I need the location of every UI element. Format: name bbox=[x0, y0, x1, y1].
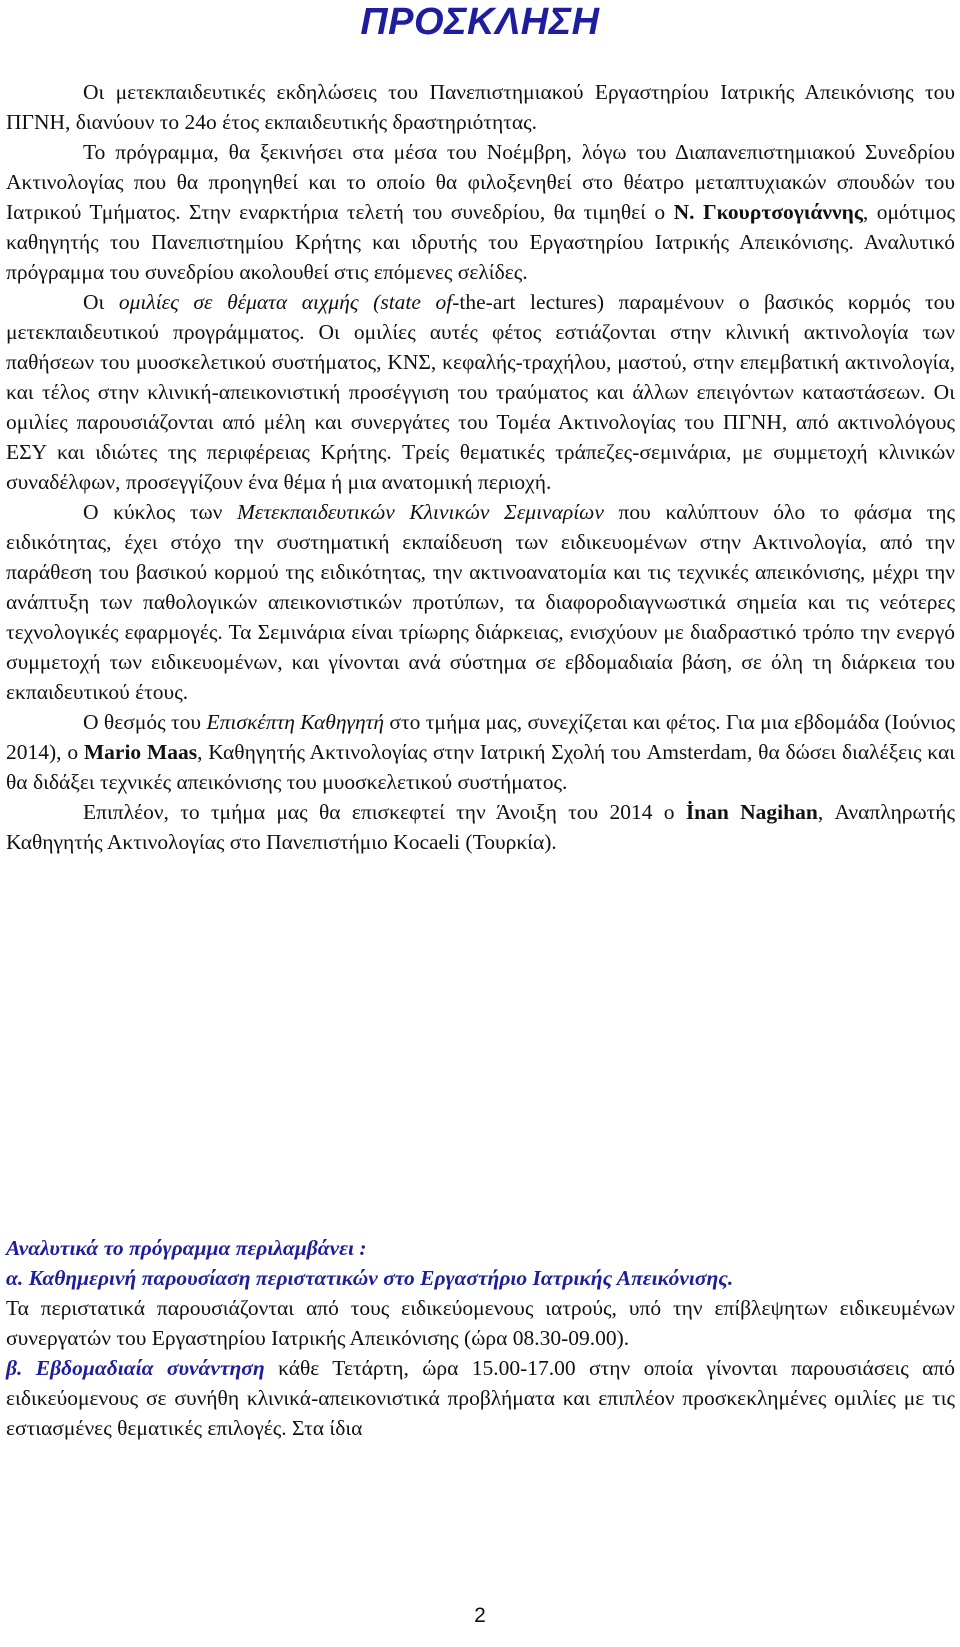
paragraph-visiting-rest: , Καθηγητής Ακτινολογίας στην Ιατρική Σχολή του Amsterdam, θα δώσει διαλέξεις και θα διδάξει τεχνικές απεικόνισης του μυοσκελετικού συστήματος. bbox=[6, 740, 955, 794]
program-item-a-heading: α. Καθημερινή παρουσίαση περιστατικών στο Εργαστήριο Ιατρικής Απεικόνισης. bbox=[6, 1266, 734, 1290]
paragraph-visiting-italic: Επισκέπτη Καθηγητή bbox=[206, 710, 385, 734]
second-visitor-name: İnan Nagihan bbox=[685, 800, 818, 824]
program-item-b bbox=[6, 1353, 955, 1443]
paragraph-visiting-text: στο τμήμα μας, συνεχίζεται και φέτος. Για μια εβδομάδα (Ιούνιος 2014), ο bbox=[6, 710, 955, 764]
paragraph-program-start-text: Το πρόγραμμα, θα ξεκινήσει στα μέσα του Νοέμβρη, λόγω του Διαπανεπιστημιακού Συνεδρίου Ακτινολογίας που θα προηγηθεί και το οποίο θα φιλοξενηθεί στο θέατρο μεταπτυχιακών σπουδών του Ιατρικού Τμήματος. Στην εναρκτήρια τελετή του συνεδρίου, θα τιμηθεί ο bbox=[6, 140, 955, 224]
paragraph-seminars-italic: Μετεκπαιδευτικών Κλινικών Σεμιναρίων bbox=[236, 500, 604, 524]
paragraph-lectures-italic: ομιλίες σε θέματα αιχμής (state of bbox=[118, 290, 453, 314]
paragraph-program-start-rest: , ομότιμος καθηγητής του Πανεπιστημίου Κρήτης και ιδρυτής του Εργαστηρίου Ιατρικής Απεικόνισης. Αναλυτικό πρόγραμμα του συνεδρίου ακολουθεί στις επόμενες σελίδες. bbox=[6, 200, 955, 284]
paragraph-lectures-lead: Οι bbox=[83, 290, 119, 314]
paragraph-program-start bbox=[6, 137, 955, 287]
paragraph-second-visitor-rest: , Αναπληρωτής Καθηγητής Ακτινολογίας στο Πανεπιστήμιο Kocaeli (Τουρκία). bbox=[6, 800, 956, 854]
paragraph-second-visitor-lead: Επιπλέον, το τμήμα μας θα επισκεφτεί την Άνοιξη του 2014 ο bbox=[83, 800, 686, 824]
paragraph-lectures-text: -the-art lectures) παραμένουν ο βασικός κορμός του μετεκπαιδευτικού προγράμματος. Οι ομιλίες αυτές φέτος εστιάζονται στην κλινική ακτινολογία των παθήσεων του μυοσκελετικού συστήματος, ΚΝΣ, κεφαλής-τραχήλου, μαστού, στην επεμβατική ακτινολογία, και τέλος στην κλινική-απεικονιστική προσέγγιση του τραύματος και άλλων επειγόντων καταστάσεων. Οι ομιλίες παρουσιάζονται από μέλη και συνεργάτες του Τομέα Ακτινολογίας του ΠΓΝΗ, από ακτινολόγους ΕΣΥ και ιδιώτες της περιφέρειας Κρήτης. Τρείς θεματικές τράπεζες-σεμινάρια, με συμμετοχή κλινικών συναδέλφων, προσεγγίζουν ένα θέμα ή μια ανατομική περιοχή. bbox=[6, 290, 955, 494]
page-title: ΠΡΟΣΚΛΗΣΗ bbox=[360, 1, 600, 43]
invitation-body bbox=[6, 77, 955, 857]
program-item-b-text: κάθε Τετάρτη, ώρα 15.00-17.00 στην οποία γίνονται παρουσιάσεις από ειδικεύομενους σε συνήθη κλινικά-απεικονιστικά προβλήματα και επιπλέον προσκεκλημένες ομιλίες με τις εστιασμένες θεματικές επιλογές. Στα ίδια bbox=[6, 1356, 955, 1440]
paragraph-second-visitor bbox=[6, 797, 955, 857]
paragraph-visiting-lead: Ο θεσμός του bbox=[83, 710, 207, 734]
page-number: 2 bbox=[474, 1604, 486, 1627]
program-section bbox=[6, 1233, 955, 1443]
honoree-name: Ν. Γκουρτσογιάννης bbox=[673, 200, 863, 224]
paragraph-seminars bbox=[6, 497, 955, 707]
paragraph-visiting-professor bbox=[6, 707, 955, 797]
program-item-a-text: Τα περιστατικά παρουσιάζονται από τους ειδικεύομενους ιατρούς, υπό την επίβλεψητων ειδικευμένων συνεργατών του Εργαστηρίου Ιατρικής Απεικόνισης (ώρα 08.30-09.00). bbox=[6, 1296, 955, 1350]
paragraph-seminars-text: που καλύπτουν όλο το φάσμα της ειδικότητας, έχει στόχο την συστηματική εκπαίδευση των ειδικευομένων στην Ακτινολογία, από την παράθεση του βασικού κορμού της ειδικότητας, την ακτινοανατομία και τις τεχνικές απεικόνισης, μέχρι την ανάπτυξη των παθολογικών απεικονιστικών προτύπων, τα διαφοροδιαγνωστικά σημεία και τις νεότερες τεχνολογικές εφαρμογές. Τα Σεμινάρια είναι τρίωρης διάρκειας, ενισχύουν με διαδραστικό τρόπο την ενεργό συμμετοχή των ειδικευομένων, και γίνονται ανά σύστημα σε εβδομαδιαία βάση, σε όλη τη διάρκεια του εκπαιδευτικού έτους. bbox=[6, 500, 955, 704]
paragraph-lectures bbox=[6, 287, 955, 497]
paragraph-seminars-lead: Ο κύκλος των bbox=[83, 500, 237, 524]
visiting-professor-name: Mario Maas bbox=[83, 740, 198, 764]
program-item-b-heading: β. Εβδομαδιαία συνάντηση bbox=[6, 1356, 265, 1380]
program-heading: Αναλυτικά το πρόγραμμα περιλαμβάνει : bbox=[6, 1236, 367, 1260]
paragraph-intro: Οι μετεκπαιδευτικές εκδηλώσεις του Πανεπιστημιακού Εργαστηρίου Ιατρικής Απεικόνισης του ΠΓΝΗ, διανύουν το 24ο έτος εκπαιδευτικής δραστηριότητας. bbox=[6, 80, 955, 134]
